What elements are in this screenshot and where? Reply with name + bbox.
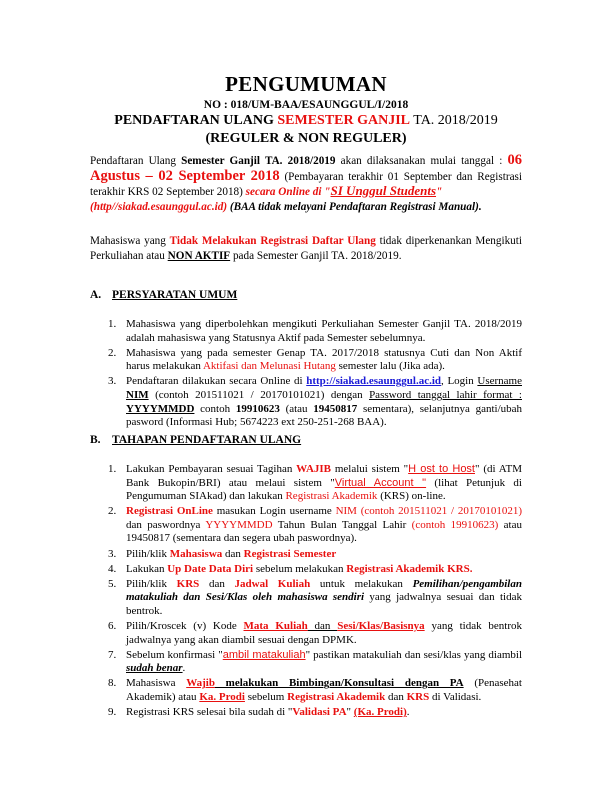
- item-number: 4.: [108, 562, 117, 575]
- item-bold: NIM: [126, 388, 149, 401]
- item-text: Pilih/Kroscek (v) Kode: [126, 620, 244, 633]
- item-highlight: ambil matakuliah: [222, 648, 306, 661]
- notice-paragraph: [90, 234, 522, 263]
- item-text: semester lalu (Jika ada).: [335, 360, 445, 373]
- item-text: (atau: [279, 402, 314, 415]
- list-item: [90, 563, 522, 577]
- intro-text-1: Pendaftaran Ulang: [90, 155, 182, 167]
- notice-text-1: Mahasiswa yang: [90, 235, 170, 247]
- list-item: [90, 463, 522, 504]
- item-text: dan: [222, 547, 244, 560]
- item-text: " pastikan matakuliah dan sesi/klas yang diambil: [305, 648, 522, 661]
- item-text: (KRS) on-line.: [377, 490, 446, 503]
- item-number: 3.: [108, 375, 117, 388]
- item-text: sebelum: [244, 691, 288, 703]
- item-bold: sudah benar: [126, 662, 183, 675]
- item-text: dan: [199, 577, 235, 590]
- item-text: masukan Login username: [212, 505, 336, 518]
- document-number: NO : 018/UM-BAA/ESAUNGGUL/I/2018: [203, 99, 409, 111]
- list-item: [90, 578, 522, 619]
- item-text: sebelum melakukan: [253, 562, 347, 575]
- list-item: [90, 649, 522, 676]
- item-highlight: Mahasiswa: [169, 547, 223, 560]
- item-text: Lakukan Pembayaran sesuai Tagihan: [126, 463, 297, 475]
- item-text: Password tanggal lahir format :: [369, 388, 522, 401]
- list-item: [90, 620, 522, 647]
- list-item: [90, 548, 522, 562]
- item-text: dan paswordnya: [126, 518, 206, 531]
- section-a-title: PERSYARATAN UMUM: [112, 289, 238, 301]
- item-text: dan: [385, 691, 407, 703]
- item-number: 2.: [108, 346, 117, 359]
- item-highlight: NIM (contoh 201511021 / 20170101021): [335, 505, 522, 518]
- item-text: .: [406, 706, 410, 719]
- item-text: sementara), selanjutnya ganti/ubah pasword (Informasi Hub; 5674223 ext 250-251-268 BAA).: [126, 402, 523, 429]
- item-text: Username: [477, 375, 522, 388]
- notice-text-3: pada Semester Ganjil TA. 2018/2019.: [230, 249, 402, 262]
- item-highlight: Ka. Prodi: [199, 691, 245, 703]
- item-highlight: Registrasi OnLine: [126, 505, 213, 518]
- item-number: 6.: [108, 620, 117, 633]
- notice-highlight: Tidak Melakukan Registrasi Daftar Ulang: [169, 235, 376, 247]
- intro-online: secara Online di ": [245, 186, 331, 199]
- item-highlight: KRS: [406, 691, 430, 703]
- list-item: [90, 677, 522, 704]
- item-highlight: Wajib: [186, 677, 215, 690]
- item-text: (contoh 201511021 / 20170101021) dengan: [148, 388, 370, 401]
- item-bold: 19910623: [235, 402, 280, 415]
- item-text: (lihat Petunjuk di Pengumuman SIAkad) dan lakukan: [126, 476, 522, 503]
- item-text: Sebelum konfirmasi ": [126, 648, 223, 661]
- item-highlight: Mata Kuliah: [243, 620, 308, 633]
- item-text: yang tidak bentrok jadwalnya yang akan diambil sesuai dengan DPMK.: [126, 620, 522, 646]
- item-text: , Login: [441, 375, 478, 388]
- section-b-heading: [90, 434, 301, 446]
- notice-text-2: tidak diperkenankan Mengikuti Perkuliahan atau: [90, 235, 522, 262]
- section-b-title: TAHAPAN PENDAFTARAN ULANG: [112, 434, 302, 446]
- item-highlight: YYYYMMDD: [205, 518, 273, 531]
- item-text: di Validasi.: [429, 691, 482, 703]
- item-highlight: Sesi/Klas/Basisnya: [337, 620, 425, 633]
- item-number: 3.: [108, 547, 117, 560]
- subtitle-highlight: SEMESTER GANJIL: [277, 113, 411, 128]
- item-number: 1.: [108, 318, 117, 330]
- item-highlight: Aktifasi dan Melunasi Hutang: [202, 360, 336, 373]
- item-text: contoh: [194, 402, 236, 415]
- item-text: melalui sistem ": [331, 463, 409, 475]
- item-text: Registrasi KRS selesai bila sudah di ": [126, 706, 293, 719]
- item-text: Mahasiswa yang pada semester Genap TA. 2017/2018 statusnya Cuti dan Non Aktif harus melakukan: [126, 346, 522, 373]
- list-item: [90, 706, 522, 720]
- document-subtitle: [0, 113, 612, 129]
- item-text: (Penasehat Akademik) atau: [126, 677, 522, 703]
- intro-dates: 06 Agustus – 02 September 2018: [90, 152, 522, 184]
- item-bold: 19450817: [313, 402, 358, 415]
- item-highlight: (Ka. Prodi): [353, 706, 407, 719]
- item-highlight: Registrasi Akademik: [287, 691, 386, 703]
- intro-si-name: SI Unggul Students: [330, 183, 437, 199]
- intro-text-2: akan dilaksanakan mulai tanggal :: [335, 155, 508, 167]
- item-text: Lakukan: [126, 562, 168, 575]
- item-number: 5.: [108, 577, 117, 590]
- item-highlight: Registrasi Akademik: [285, 490, 378, 503]
- intro-text-3: (Pembayaran terakhir 01 September dan Registrasi terakhir KRS 02 September 2018): [90, 170, 522, 199]
- section-b-list: [90, 463, 522, 721]
- item-number: 7.: [108, 648, 117, 661]
- item-text: untuk melakukan: [310, 577, 413, 590]
- subtitle-suffix: TA. 2018/2019: [410, 113, 498, 128]
- section-b-letter: B.: [90, 434, 101, 446]
- intro-url: (http//siakad.esaunggul.ac.id): [90, 200, 228, 213]
- item-text: Pilih/klik: [126, 547, 170, 560]
- item-highlight: Up Date Data Diri: [167, 562, 254, 575]
- siakad-link[interactable]: http://siakad.esaunggul.ac.id: [306, 375, 442, 388]
- item-bold: YYYYMMDD: [126, 402, 195, 415]
- item-number: 9.: [108, 706, 117, 719]
- section-a-list: [90, 318, 522, 431]
- item-number: 1.: [108, 463, 117, 475]
- item-text: Mahasiswa yang diperbolehkan mengikuti Perkuliahan Semester Ganjil TA. 2018/2019 adalah mahasiswa yang Statusnya Aktif pada Semester sebelumnya.: [126, 318, 522, 344]
- list-item: [90, 347, 522, 374]
- list-item: [90, 375, 522, 429]
- item-highlight: Validasi PA: [292, 706, 347, 719]
- item-text: ": [346, 706, 354, 719]
- item-text: dan: [307, 620, 338, 633]
- document-subtitle-2: (REGULER & NON REGULER): [205, 131, 407, 146]
- item-bold: Pemilihan/pengambilan matakuliah dan Sesi/Klas oleh mahasiswa sendiri: [126, 577, 522, 604]
- notice-non-aktif: NON AKTIF: [167, 249, 231, 262]
- item-highlight: Registrasi Semester: [243, 547, 337, 560]
- item-highlight: KRS: [176, 577, 200, 590]
- section-a-heading: [90, 289, 237, 301]
- item-text: Mahasiswa: [126, 677, 187, 690]
- item-number: 2.: [108, 505, 117, 518]
- item-text: Tahun Bulan Tanggal Lahir: [272, 518, 412, 531]
- item-text: yang jadwalnya sesuai dan tidak bentrok.: [126, 591, 522, 617]
- item-text: atau 19450817 (sementara dan segera ubah paswordnya).: [126, 518, 522, 545]
- intro-paragraph: [90, 153, 522, 214]
- list-item: [90, 318, 522, 345]
- section-a-letter: A.: [90, 289, 102, 301]
- item-highlight: Virtual Account ": [334, 476, 427, 489]
- item-highlight: WAJIB: [296, 463, 332, 475]
- item-number: 8.: [108, 677, 117, 690]
- subtitle-prefix: PENDAFTARAN ULANG: [114, 113, 274, 128]
- item-highlight: Registrasi Akademik KRS.: [346, 562, 473, 575]
- item-highlight: (contoh 19910623): [411, 518, 499, 531]
- document-title: PENGUMUMAN: [225, 72, 387, 96]
- intro-semester: Semester Ganjil TA. 2018/2019: [181, 155, 336, 167]
- item-highlight: H ost to Host: [408, 463, 475, 475]
- item-text: Pilih/klik: [126, 577, 177, 590]
- item-highlight: Jadwal Kuliah: [234, 577, 311, 590]
- list-item: [90, 505, 522, 546]
- item-text: " (di ATM Bank Bukopin/BRI) atau melaui sistem ": [126, 463, 523, 489]
- item-bold: melakukan Bimbingan/Konsultasi dengan PA: [214, 677, 464, 690]
- item-text: Pendaftaran dilakukan secara Online di: [126, 375, 307, 388]
- intro-online-close: ": [436, 186, 443, 199]
- intro-text-4: (BAA tidak melayani Pendaftaran Registrasi Manual).: [227, 200, 482, 213]
- item-text: .: [182, 662, 186, 675]
